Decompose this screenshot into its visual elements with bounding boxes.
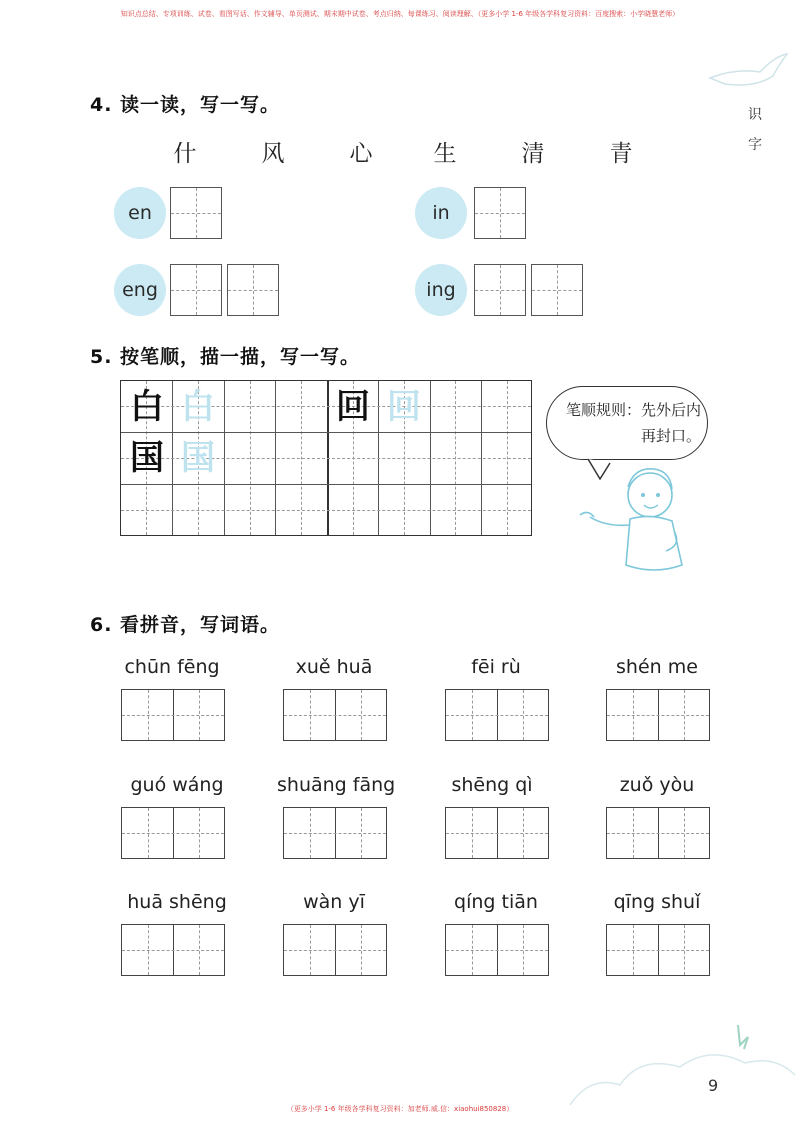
word-writing-box[interactable] [606, 689, 710, 741]
pinyin-label: qīng shuǐ [613, 891, 701, 913]
pinyin-label: fēi rù [471, 656, 521, 678]
q4-char: 什 [173, 141, 197, 167]
pinyin-label: wàn yī [303, 891, 365, 913]
tianzige-box[interactable] [227, 264, 279, 316]
q4-title: 4. 读一读，写一写。 [90, 94, 281, 116]
word-writing-box[interactable] [445, 689, 549, 741]
tianzige-box[interactable] [474, 264, 526, 316]
word-writing-box[interactable] [445, 924, 549, 976]
bottom-banner: （更多小学 1-6 年级各学科复习资料：加老师.威.信：xiaohui850828） [286, 1105, 514, 1113]
q4-char: 生 [433, 141, 457, 167]
stroke-trace-char: 回 [387, 387, 421, 427]
pinyin-label: chūn fēng [124, 656, 220, 678]
pinyin-label: shuāng fāng [277, 774, 396, 796]
q6-title: 6. 看拼音，写词语。 [90, 614, 281, 636]
q4-char: 风 [261, 141, 285, 167]
word-writing-box[interactable] [283, 807, 387, 859]
tianzige-box[interactable] [474, 187, 526, 239]
stroke-model-char: 国 [130, 438, 164, 478]
q4-group-in: in [415, 187, 467, 239]
side-label-char2: 字 [748, 137, 762, 153]
q4-group-ing: ing [415, 264, 467, 316]
q4-char: 清 [521, 141, 545, 167]
word-writing-box[interactable] [283, 689, 387, 741]
pinyin-label: shén me [616, 656, 698, 678]
stroke-trace-char: 白 [181, 387, 215, 427]
boy-illustration [570, 455, 700, 585]
tianzige-box[interactable] [531, 264, 583, 316]
word-writing-box[interactable] [121, 924, 225, 976]
stroke-practice-grid[interactable] [120, 380, 532, 536]
bird-icon [705, 48, 790, 98]
tianzige-box[interactable] [170, 264, 222, 316]
pinyin-label: huā shēng [127, 891, 227, 913]
stroke-trace-char: 国 [181, 438, 215, 478]
pinyin-label: xuě huā [295, 656, 373, 678]
word-writing-box[interactable] [283, 924, 387, 976]
word-writing-box[interactable] [606, 807, 710, 859]
stroke-rule-text: 笔顺规则：先外后内再封口。 [565, 401, 701, 445]
q4-char: 青 [609, 141, 633, 167]
stroke-model-char: 白 [130, 387, 164, 427]
q4-character-row [155, 135, 655, 169]
cloud-decoration [560, 1015, 800, 1115]
top-banner: 知识点总结、专项训练、试卷、看图写话、作文辅导、单页测试、期末期中试卷、考点归纳、每课练习、阅读理解、（更多小学 1-6 年级各学科复习资料：百度搜索：小学晓慧老师） [120, 10, 680, 18]
q4-group-eng: eng [114, 264, 166, 316]
word-writing-box[interactable] [121, 807, 225, 859]
pinyin-label: guó wáng [130, 774, 224, 796]
word-writing-box[interactable] [121, 689, 225, 741]
page-number: 9 [708, 1076, 719, 1095]
word-writing-box[interactable] [606, 924, 710, 976]
stroke-model-char: 回 [336, 387, 370, 427]
q5-title: 5. 按笔顺，描一描，写一写。 [90, 346, 361, 368]
side-label-char1: 识 [748, 107, 762, 123]
speech-bubble [546, 386, 708, 460]
q4-char: 心 [349, 141, 373, 167]
word-writing-box[interactable] [445, 807, 549, 859]
tianzige-box[interactable] [170, 187, 222, 239]
pinyin-label: qíng tiān [454, 891, 538, 913]
pinyin-label: zuǒ yòu [619, 774, 695, 796]
q4-group-en: en [114, 187, 166, 239]
pinyin-label: shēng qì [451, 774, 533, 796]
